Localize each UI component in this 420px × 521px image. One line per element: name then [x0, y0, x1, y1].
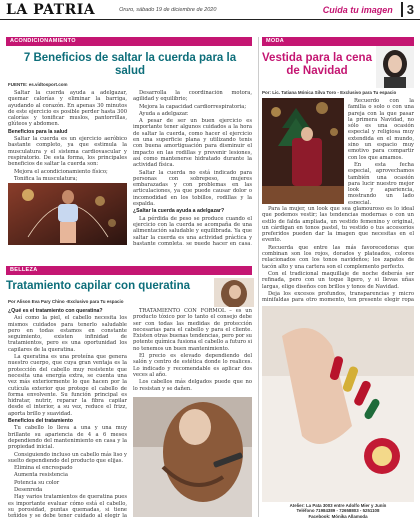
subheading: ¿Saltar la cuerda ayuda a adelgazar? — [133, 208, 225, 215]
masthead — [0, 0, 420, 20]
paragraph: Tu cabello lo lleva a una y una muy brillante su apariencia de 4 a 6 meses dependiendo del mantenimiento en casa y la propiedad inicial. — [8, 425, 127, 451]
author-photo — [376, 46, 414, 88]
paragraph: Con el tradicional maquillaje de noche deberás ser refinada, pero con un toque ligero, y si llevas uñas largas, elige diseños con brillos y tonos de Navidad. — [262, 270, 414, 290]
paragraph: Los cabellos más delgados puede que no lo resistan y se dañen. — [133, 379, 252, 392]
hair-photo — [214, 278, 254, 307]
list-item: Mejora la capacidad cardiorrespiratoria; — [139, 103, 247, 110]
article-title-cuerda: 7 Beneficios de saltar la cuerda para la salud — [23, 52, 237, 77]
paragraph: Recuerda que entre las más favorecedoras que combinan son los rojos, dorados y plateados, colores relacionados con los tonos navideños; los zapatos de tacón alto y una cartera son el complemento perfecto. — [262, 244, 414, 270]
list-item: Desenreda — [14, 487, 43, 494]
paragraph: Saltar la cuerda no está indicado para personas con sobrepeso, mujeres embarazadas y con problemas en las articulaciones, ya que puede causar dolor o incomodidad en los tobillos, rodillas y la espalda. — [133, 169, 252, 208]
paragraph: A pesar de ser un buen ejercicio es importante tener algunos cuidados a la hora de saltar la cuerda, como hacer el ejercicio en una superficie plana y utilizando tenis con buena amortiguación para disminuir el impacto en las rodillas y prevenir lesiones, así como mantenerse hidratado durante la actividad física. — [133, 118, 252, 169]
paragraph: Para la mujer, un look que sea glamouroso es lo ideal que podemos vestir; las tendencias modernas o con un estilo de falda ampliada, un vestido femenino y original, un cárdigan en tonos pastel, tu vestido o tus accesorios preferidos pueden dar la imagen que necesitas en el evento. — [262, 206, 414, 244]
section-title: Cuida tu imagen — [322, 4, 393, 15]
advert-facebook: Facebook: Mónika Allamoda — [308, 513, 368, 519]
list-item: Mejora el acondicionamiento físico; — [14, 168, 108, 175]
subheading: Beneficios del tratamiento — [8, 418, 73, 425]
paragraph: La pérdida de peso se produce cuando el ejercicio con la cuerda se acompaña de una alimentación saludable y equilibrada. Ya que saltar la cuerda es una actividad práctica y bastante completa, se puede hacer en casa, — [133, 215, 252, 245]
section-tag-belleza: BELLEZA — [6, 266, 252, 275]
article-byline: Por Alison Eva Pary Chino -Exclusivo para Tu espacio — [8, 299, 124, 304]
paragraph: TRATAMIENTO CON FORMOL – es un producto tóxico por lo tanto el consejo debe ser con todas las medidas de protección necesarias para el cabello y para el cliente. Existen otras buenas tendencias, pero por su potente química fusiona el cabello a futuro si no tenemos un buen mantenimiento. — [133, 308, 252, 352]
article-column-1 — [8, 90, 127, 181]
paragraph: Hay varios tratamientos de queratina pues es importante evaluar cómo está el cabello, su porosidad, puntas quemadas, si tiene teñidos y se debe tener cuidado al elegir la — [8, 494, 127, 518]
newspaper-logo: LA PATRIA — [6, 1, 96, 18]
advert-address: Atelier: La Pata 3003 entre Adolfo Mier y Junín — [289, 503, 387, 508]
article-column-1 — [8, 308, 127, 518]
article-column-full — [262, 206, 414, 302]
advert-phone: Teléfono 71984389 - 72658803 - 5251108 — [296, 508, 380, 514]
article-title-queratina: Tratamiento capilar con queratina — [6, 280, 191, 292]
list-item: Aumenta resistencia — [14, 472, 68, 479]
section-tag-acondicionamiento: ACONDICIONAMIENTO — [6, 37, 252, 46]
page-number: 3 — [401, 2, 414, 17]
paragraph: Así como la piel, el cabello necesita los mismos cuidados para tenerlo saludable pero en todas estamos en constante seguimiento, existen infinidad de tratamientos, pero es una oportunidad los capilares de la queratina. — [8, 315, 127, 353]
christmas-dinner-photo — [262, 98, 344, 204]
hair-treatment-photo — [133, 397, 252, 517]
subheading: Beneficios para la salud — [8, 128, 68, 135]
advert-contact — [262, 503, 414, 521]
paragraph: La queratina es una proteína que genera nuestro cuerpo, que cuya gran ventaja es la protección del cabello muy resistente que necesita una energía extra, se cuenta una vez más exteriormente lo que hacen por la cutícula exterior que protege el cabello de forma envolvente. Su función principal es hidratar, nutrir, reparar la fibra capilar desde el interior, a su vez, reduce el frizz, aporta brillo y suavidad. — [8, 354, 127, 417]
issue-date: Oruro, sábado 19 de diciembre de 2020 — [119, 6, 217, 13]
list-item: Elimina el encrespado — [14, 465, 73, 472]
paragraph: Consiguiendo incluso un cabello más liso y suelto dependiendo del producto que elijas. — [8, 451, 127, 464]
list-item: Potencia su color — [14, 479, 60, 486]
list-item: Tonifica la musculatura; — [14, 175, 78, 181]
article-byline: Por: Lic. Tatiana Mónica Silva Toro - Exclusivo para Tu espacio — [262, 90, 397, 95]
section-tag-moda: MODA — [262, 37, 414, 46]
subheading: ¿Qué es el tratamiento con queratina? — [8, 308, 103, 314]
paragraph: En esta fecha especial, aprovechamos también una ocasión para lucir nuestro mejor look y apariencia, mostrando un lado especial. — [348, 161, 414, 204]
paragraph: Saltar la cuerda es un ejercicio aeróbico bastante completo, ya que estimula la musculatura y el sistema cardiovascular y respiratorio. De esta forma, los principales beneficios de saltar la cuerda son: — [8, 136, 127, 168]
article-source: FUENTE: es.vidtosport.com — [8, 82, 68, 87]
article-column-top — [348, 98, 414, 204]
paragraph: Deja los excesos profundos, transparencias y micro minifaldas para otro momento, ten presente elegir ropa — [262, 290, 414, 302]
paragraph: Saltar la cuerda ayuda a adelgazar, quemar calorías y eliminar la barriga, ayudando al corazón. En apenas 30 minutos de este ejercicio es posible perder hasta 300 calorías y tonificar muslos, pantorrillas, glúteos y abdomen. — [8, 90, 127, 128]
article-title-navidad: Vestida para la cena de Navidad — [262, 52, 372, 77]
paragraph: Recuerdo con la familia o solo o con una pareja con la que pasar la primera Navidad, no sólo es una ocasión especial y religiosa muy extendida en el mundo, sino un espacio muy emotivo para compartir con los que amamos. — [348, 98, 414, 161]
column-divider — [258, 37, 259, 517]
list-item: Desarrolla la coordinación motora, agilidad y equilibrio; — [133, 90, 252, 103]
jump-rope-photo — [8, 183, 127, 245]
article-column-2 — [133, 90, 252, 245]
paragraph: El precio es elevado dependiendo del salón y centro de estética donde lo realices. Lo indicado y recomendable es aplicar dos veces al año. — [133, 353, 252, 378]
list-item: Ayuda a adelgazar. — [139, 110, 189, 117]
nail-art-photo — [262, 306, 414, 502]
article-column-2 — [133, 308, 252, 393]
